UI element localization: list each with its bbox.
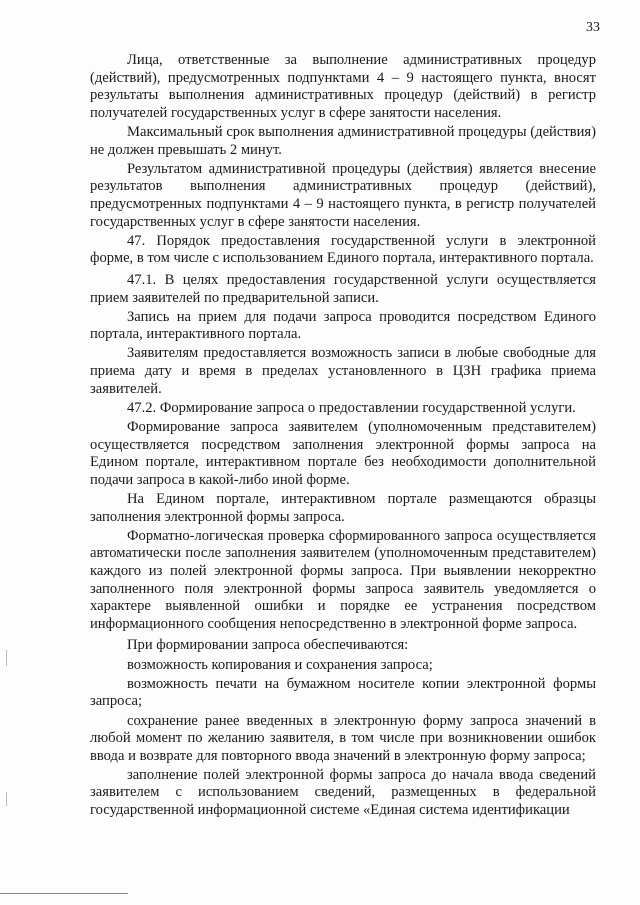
paragraph: Результатом административной процедуры (действия) является внесение результатов выполнения административных процедур (действий), предусмотренных подпунктами 4 – 9 настоящего пункта, в регистр получателей государственных услуг в сфере занятости населения. [90,160,596,230]
paragraph: На Едином портале, интерактивном портале размещаются образцы заполнения электронной формы запроса. [90,491,596,525]
scan-margin-mark [6,792,7,806]
subsection-47-2: 47.2. Формирование запроса о предоставлении государственной услуги. [127,399,576,416]
list-item: заполнение полей электронной формы запроса до начала ввода сведений заявителем с использованием сведений, размещенных в федеральной государственной информационной системе «Единая система идентификации [90,766,596,819]
paragraph: Заявителям предоставляется возможность записи в любые свободные для приема дату и время в пределах установленного в ЦЗН графика приема заявителей. [90,345,596,397]
list-item: возможность печати на бумажном носителе копии электронной формы запроса; [90,675,596,710]
paragraph: Формирование запроса заявителем (уполномоченным представителем) осуществляется посредством заполнения электронной формы запроса на Едином портале, интерактивном портале без необходимости дополнительной подачи запроса в какой-либо иной форме. [90,419,596,488]
list-item: сохранение ранее введенных в электронную форму запроса значений в любой момент по желанию заявителя, в том числе при возникновении ошибок ввода и возврате для повторного ввода значений в электронную форму запроса; [90,712,596,764]
paragraph: Лица, ответственные за выполнение административных процедур (действий), предусмотренных подпунктами 4 – 9 настоящего пункта, вносят результаты выполнения административных процедур (действий) в регистр получателей государственных услуг в сфере занятости населения. [90,52,596,121]
subsection-47-1: 47.1. В целях предоставления государственной услуги осуществляется прием заявителей по предварительной записи. [90,271,596,306]
document-body [90,52,596,821]
scan-margin-mark [6,650,7,666]
list-item: возможность копирования и сохранения запроса; [127,656,433,673]
paragraph: При формировании запроса обеспечиваются: [127,637,409,654]
paragraph: Максимальный срок выполнения административной процедуры (действия) не должен превышать 2 минут. [90,123,596,158]
paragraph: Форматно-логическая проверка сформированного запроса осуществляется автоматически после заполнения заявителем (уполномоченным представителем) каждого из полей электронной формы запроса. При выявлении некорректно заполненного поля электронной формы запроса заявитель уведомляется о характере выявленной ошибки и порядке ее устранения посредством информационного сообщения непосредственно в электронной форме запроса. [90,527,596,632]
paragraph: Запись на прием для подачи запроса проводится посредством Единого портала, интерактивного портала. [90,308,596,343]
footer-rule [0,893,128,894]
page-number: 33 [586,20,600,35]
section-heading-47: 47. Порядок предоставления государственной услуги в электронной форме, в том числе с использованием Единого портала, интерактивного портала. [90,232,596,267]
